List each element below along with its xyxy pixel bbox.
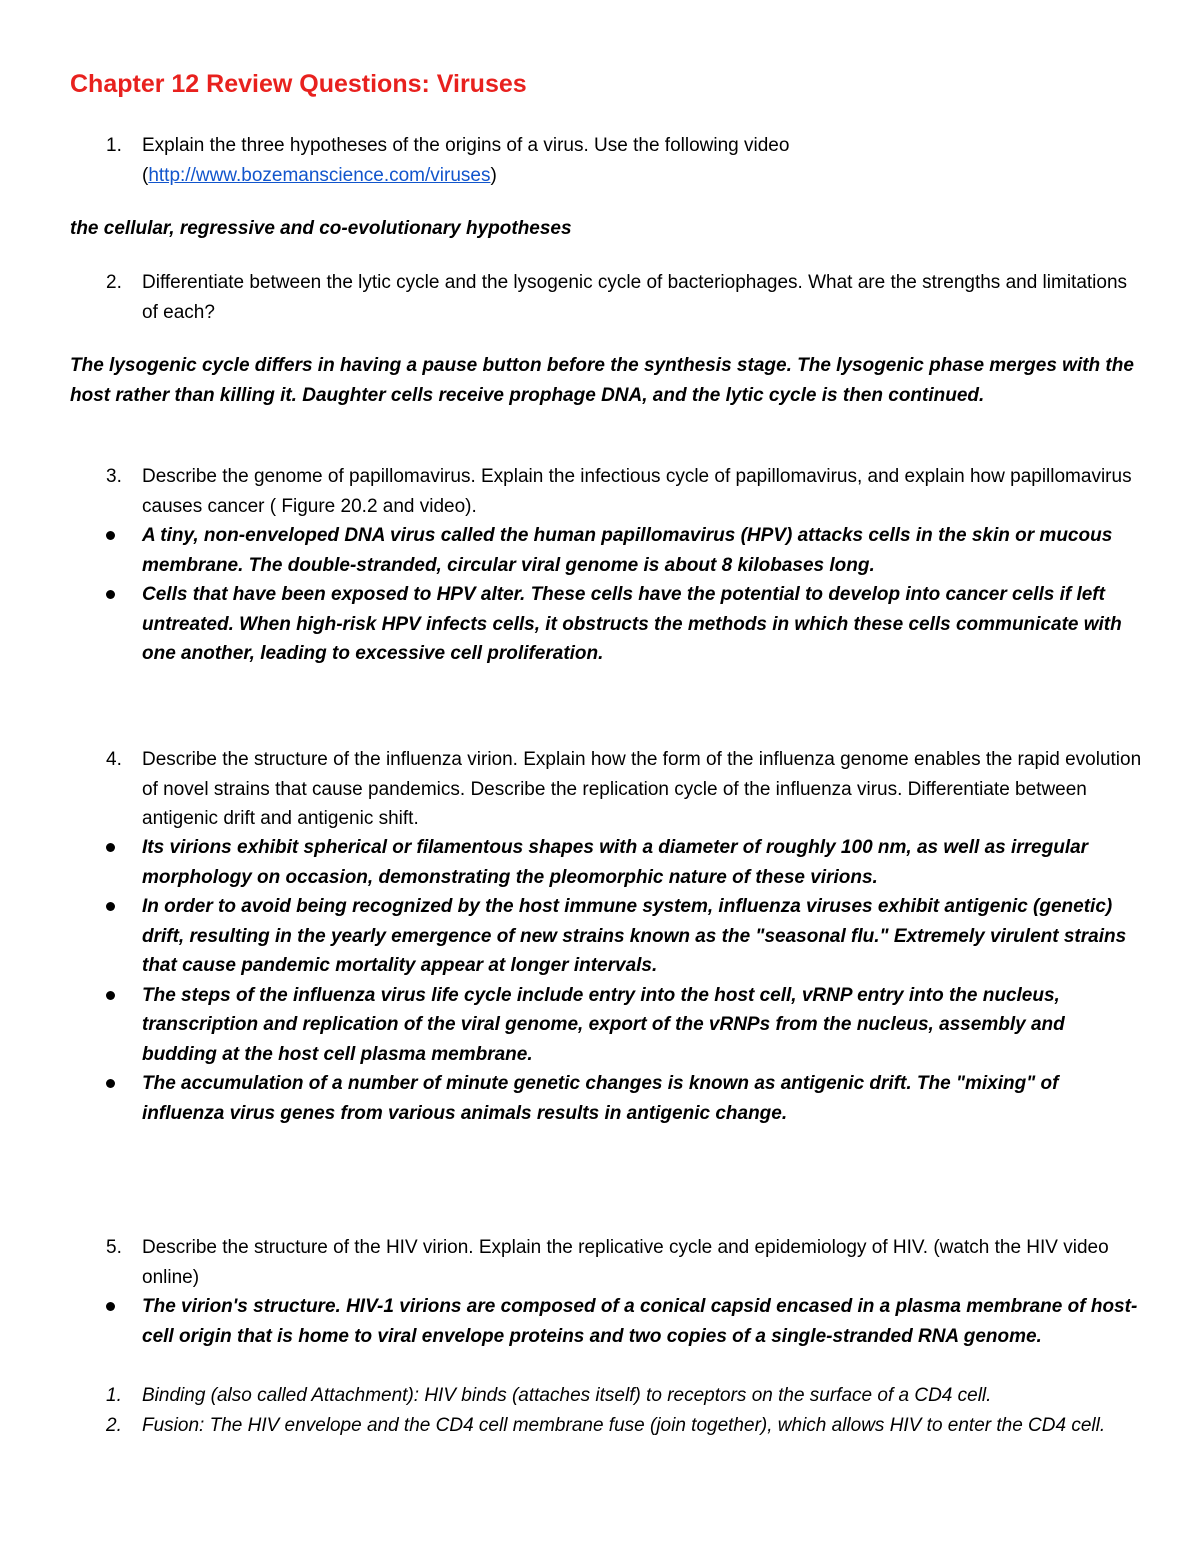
answer-3-bullets: [70, 521, 1140, 669]
question-1: [70, 131, 1145, 190]
answer-bullet: [70, 521, 1140, 580]
question-number: 4.: [106, 749, 122, 770]
answer-bullet: [70, 833, 1140, 892]
question-text: Describe the structure of the HIV virion. Explain the replicative cycle and epidemiology of HIV. (watch the HIV video online): [142, 1237, 1109, 1288]
question-4: [70, 745, 1145, 834]
answer-5-bullets: [70, 1292, 1140, 1351]
question-number: 2.: [106, 272, 122, 293]
page-title: Chapter 12 Review Questions: Viruses: [70, 70, 527, 98]
question-text-part: ): [490, 164, 497, 186]
answer-bullet: [70, 580, 1140, 669]
bullet-text: Cells that have been exposed to HPV alter. These cells have the potential to develop into cancer cells if left untreated. When high-risk HPV infects cells, it obstructs the methods in which these cells communicate with one another, leading to excessive cell proliferation.: [142, 584, 1122, 664]
replication-step: [70, 1411, 1140, 1441]
bullet-text: A tiny, non-enveloped DNA virus called the human papillomavirus (HPV) attacks cells in the skin or mucous membrane. The double-stranded, circular viral genome is about 8 kilobases long.: [142, 525, 1113, 576]
bullet-icon: [106, 590, 115, 599]
question-text: Describe the structure of the influenza virion. Explain how the form of the influenza genome enables the rapid evolution of novel strains that cause pandemics. Describe the replication cycle of the influenza virus. Differentiate between antigenic drift and antigenic shift.: [142, 749, 1142, 829]
step-text: Fusion: The HIV envelope and the CD4 cell membrane fuse (join together), which allows HIV to enter the CD4 cell.: [142, 1414, 1106, 1436]
bozemanscience-link[interactable]: http://www.bozemanscience.com/viruses: [148, 164, 491, 186]
bullet-icon: [106, 902, 115, 911]
step-number: 2.: [106, 1414, 122, 1436]
bullet-icon: [106, 1302, 115, 1311]
question-number: 3.: [106, 466, 122, 487]
bullet-text: In order to avoid being recognized by the host immune system, influenza viruses exhibit antigenic (genetic) drift, resulting in the yearly emergence of new strains known as the "seasonal flu." Extremely virulent strains that cause pandemic mortality appear at longer intervals.: [142, 896, 1127, 976]
answer-2: The lysogenic cycle differs in having a pause button before the synthesis stage. The lysogenic phase merges with the host rather than killing it. Daughter cells receive prophage DNA, and the lytic cycle is then continued.: [70, 355, 1134, 406]
answer-bullet: [70, 892, 1140, 981]
question-text: Differentiate between the lytic cycle and the lysogenic cycle of bacteriophages. What are the strengths and limitations of each?: [142, 272, 1128, 323]
bullet-text: The virion's structure. HIV-1 virions are composed of a conical capsid encased in a plasma membrane of host-cell origin that is home to viral envelope proteins and two copies of a single-stranded RNA genome.: [142, 1296, 1138, 1347]
question-number: 5.: [106, 1237, 122, 1258]
bullet-icon: [106, 531, 115, 540]
answer-bullet: [70, 1292, 1140, 1351]
question-number: 1.: [106, 135, 122, 156]
question-5: [70, 1233, 1145, 1292]
step-number: 1.: [106, 1385, 122, 1406]
question-text-part: Explain the three hypotheses of the origins of a virus. Use the following video (: [142, 135, 790, 186]
answer-bullet: [70, 981, 1140, 1070]
bullet-text: Its virions exhibit spherical or filamentous shapes with a diameter of roughly 100 nm, as well as irregular morphology on occasion, demonstrating the pleomorphic nature of these virions.: [142, 837, 1089, 888]
replication-step: [70, 1381, 1140, 1411]
bullet-icon: [106, 991, 115, 1000]
question-3: [70, 462, 1145, 521]
bullet-icon: [106, 843, 115, 852]
bullet-icon: [106, 1079, 115, 1088]
hiv-replication-steps: [70, 1381, 1140, 1440]
question-2: [70, 268, 1145, 327]
answer-1: the cellular, regressive and co-evolutionary hypotheses: [70, 218, 572, 239]
bullet-text: The steps of the influenza virus life cycle include entry into the host cell, vRNP entry into the nucleus, transcription and replication of the viral genome, export of the vRNPs from the nucleus, assembly and budding at the host cell plasma membrane.: [142, 984, 1065, 1065]
answer-4-bullets: [70, 833, 1140, 1128]
step-text: Binding (also called Attachment): HIV binds (attaches itself) to receptors on the surface of a CD4 cell.: [142, 1385, 992, 1406]
question-text: Describe the genome of papillomavirus. Explain the infectious cycle of papillomavirus, and explain how papillomavirus causes cancer ( Figure 20.2 and video).: [142, 466, 1132, 517]
bullet-text: The accumulation of a number of minute genetic changes is known as antigenic drift. The "mixing" of influenza virus genes from various animals results in antigenic change.: [142, 1073, 1059, 1124]
question-text: [142, 131, 1145, 190]
answer-bullet: [70, 1069, 1140, 1128]
